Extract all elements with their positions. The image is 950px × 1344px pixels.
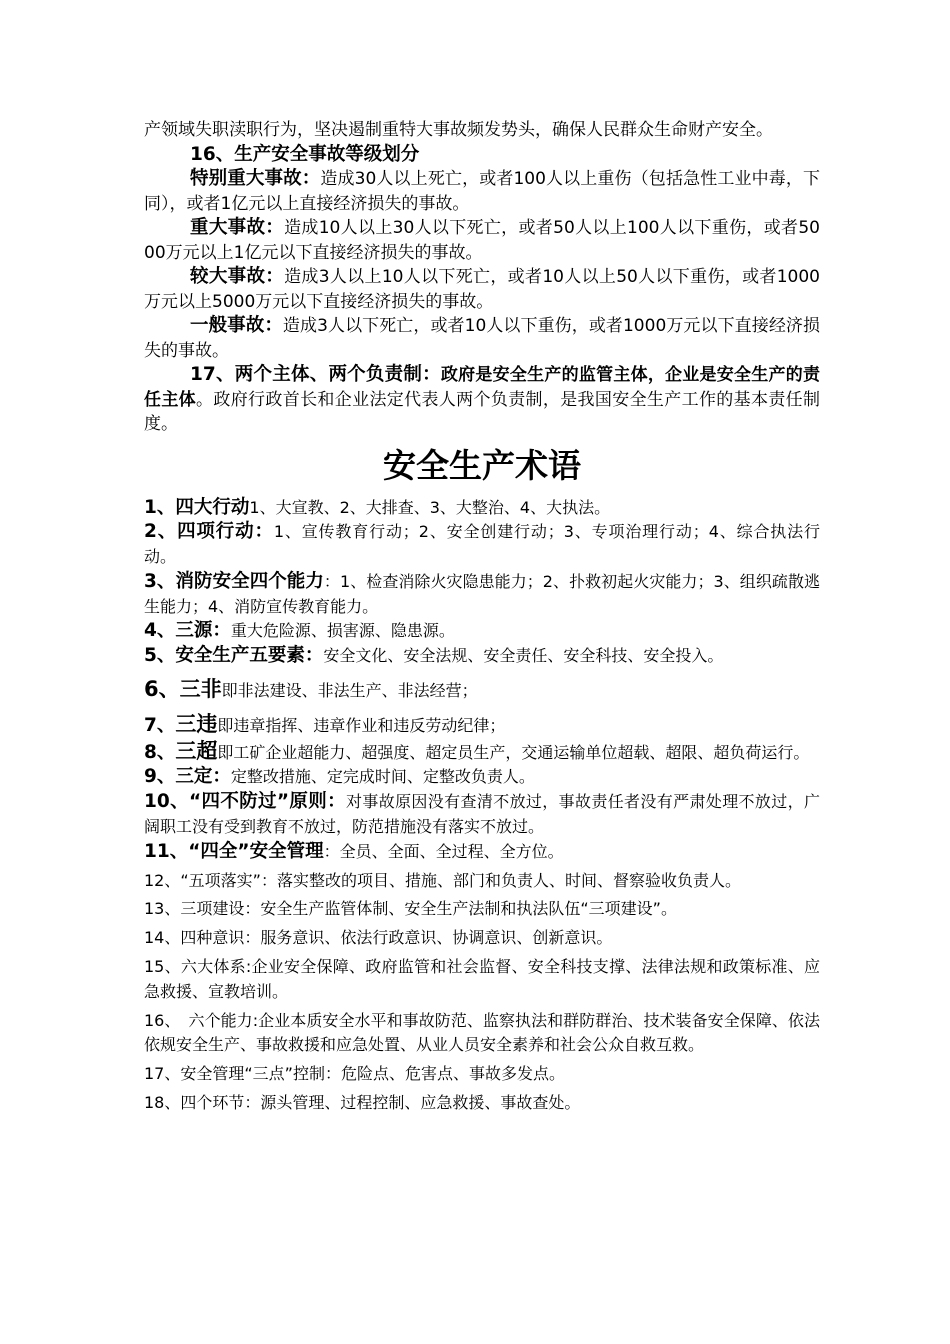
term-11	[144, 840, 820, 865]
plain-term-13: 13、三项建设：安全生产监管体制、安全生产法制和执法队伍“三项建设”。	[144, 899, 677, 919]
document-content	[144, 118, 820, 1116]
grading-item-label: 较大事故：	[190, 266, 285, 287]
plain-term-17: 17、安全管理“三点”控制：危险点、危害点、事故多发点。	[144, 1064, 565, 1084]
term-key: 三超	[175, 738, 218, 763]
term-5	[144, 644, 820, 669]
term-text: 即非法建设、非法生产、非法经营；	[221, 681, 478, 701]
plain-term-16: 16、 六个能力:企业本质安全水平和事故防范、监察执法和群防群治、技术装备安全保障、依法依规安全生产、事故救援和应急处置、从业人员安全素养和社会公众自救互救。	[144, 1010, 820, 1055]
term-2	[144, 520, 820, 570]
intro-paragraph	[144, 118, 820, 143]
term-number: 6、	[144, 677, 180, 702]
item-17-text: 。政府行政首长和企业法定代表人两个负责制，是我国安全生产工作的基本责任制度。	[144, 389, 821, 434]
term-number: 4、	[144, 620, 176, 642]
term-text: 定整改措施、定完成时间、定整改负责人。	[230, 767, 535, 787]
plain-term-12: 12、“五项落实”：落实整改的项目、措施、部门和负责人、时间、督察验收负责人。	[144, 870, 741, 890]
grading-item-3	[144, 265, 820, 314]
term-text: 重大危险源、损害源、隐患源。	[230, 621, 455, 641]
item-17-bold-text: 政府是安全生产的监管主体，企业是安全生产的责任主体	[144, 365, 821, 410]
term-7	[144, 712, 820, 739]
term-number: 2、	[144, 521, 178, 543]
term-number: 7、	[144, 714, 176, 736]
term-text: 1、大宣教、2、大排查、3、大整治、4、大执法。	[249, 497, 611, 517]
grading-item-text: 造成3人以上10人以下死亡，或者10人以上50人以下重伤，或者1000万元以上5000万元以下直接经济损失的事故。	[144, 267, 820, 312]
grading-item-label: 重大事故：	[190, 217, 285, 238]
term-key: 三非	[179, 677, 222, 702]
term-text: 即工矿企业超能力、超强度、超定员生产，交通运输单位超载、超限、超负荷运行。	[217, 742, 810, 762]
term-key: 安全生产五要素：	[175, 645, 324, 667]
grading-heading	[144, 143, 820, 168]
grading-item-text: 造成3人以下死亡，或者10人以下重伤，或者1000万元以下直接经济损失的事故。	[144, 316, 820, 361]
term-number: 9、	[144, 766, 176, 788]
term-number: 1、	[144, 496, 176, 518]
term-number: 11、	[144, 840, 189, 862]
grading-item-text: 造成30人以上死亡，或者100人以上重伤（包括急性工业中毒，下同），或者1亿元以上直接经济损失的事故。	[144, 169, 820, 214]
term-number: 10、	[144, 791, 189, 813]
section-title: 安全生产术语	[383, 445, 581, 485]
term-text: ：1、检查消除火灾隐患能力；2、扑救初起火灾能力；3、组织疏散逃生能力；4、消防宣传教育能力。	[144, 571, 820, 616]
term-key: 三定：	[175, 766, 231, 788]
term-1	[144, 496, 820, 521]
term-9	[144, 765, 820, 790]
term-key: 三违	[175, 711, 218, 736]
term-key: “四全”安全管理	[188, 840, 324, 862]
grading-item-label: 特别重大事故：	[190, 168, 321, 189]
term-6	[144, 677, 820, 704]
term-text: 即违章指挥、违章作业和违反劳动纪律；	[217, 715, 506, 735]
term-4	[144, 619, 820, 644]
grading-item-text: 造成10人以上30人以下死亡，或者50人以上100人以下重伤，或者5000万元以上1亿元以下直接经济损失的事故。	[144, 218, 820, 263]
term-key: 三源：	[175, 620, 231, 642]
grading-item-4	[144, 314, 820, 363]
term-8	[144, 739, 820, 766]
term-text: 对事故原因没有查清不放过，事故责任者没有严肃处理不放过，广阔职工没有受到教育不放过，防范措施没有落实不放过。	[144, 792, 820, 837]
term-text: ：全员、全面、全过程、全方位。	[323, 841, 564, 861]
grading-item-label: 一般事故：	[190, 315, 283, 336]
term-number: 3、	[144, 570, 176, 592]
term-3	[144, 570, 820, 620]
term-key: 四项行动：	[177, 521, 274, 543]
intro-text: 产领域失职渎职行为，坚决遏制重特大事故频发势头，确保人民群众生命财产安全。	[144, 120, 773, 140]
term-number: 5、	[144, 645, 176, 667]
term-10	[144, 790, 820, 840]
plain-term-14: 14、四种意识：服务意识、依法行政意识、协调意识、创新意识。	[144, 928, 613, 948]
grading-item-1	[144, 167, 820, 216]
grading-heading-text: 16、生产安全事故等级划分	[190, 143, 420, 165]
item-17-label: 17、两个主体、两个负责制：	[190, 364, 441, 385]
plain-term-18: 18、四个环节：源头管理、过程控制、应急救援、事故查处。	[144, 1093, 581, 1113]
grading-item-2	[144, 216, 820, 265]
term-number: 8、	[144, 741, 176, 763]
term-text: 1、宣传教育行动；2、安全创建行动；3、专项治理行动；4、综合执法行动。	[144, 522, 820, 567]
item-17-paragraph	[144, 363, 820, 437]
term-key: 消防安全四个能力	[175, 570, 324, 592]
term-key: “四不防过”原则：	[188, 791, 346, 813]
term-key: 四大行动	[175, 496, 250, 518]
term-text: 安全文化、安全法规、安全责任、安全科技、安全投入。	[323, 646, 724, 666]
plain-term-15: 15、六大体系:企业安全保障、政府监管和社会监督、安全科技支撑、法律法规和政策标准、应急救援、宣教培训。	[144, 957, 820, 1001]
